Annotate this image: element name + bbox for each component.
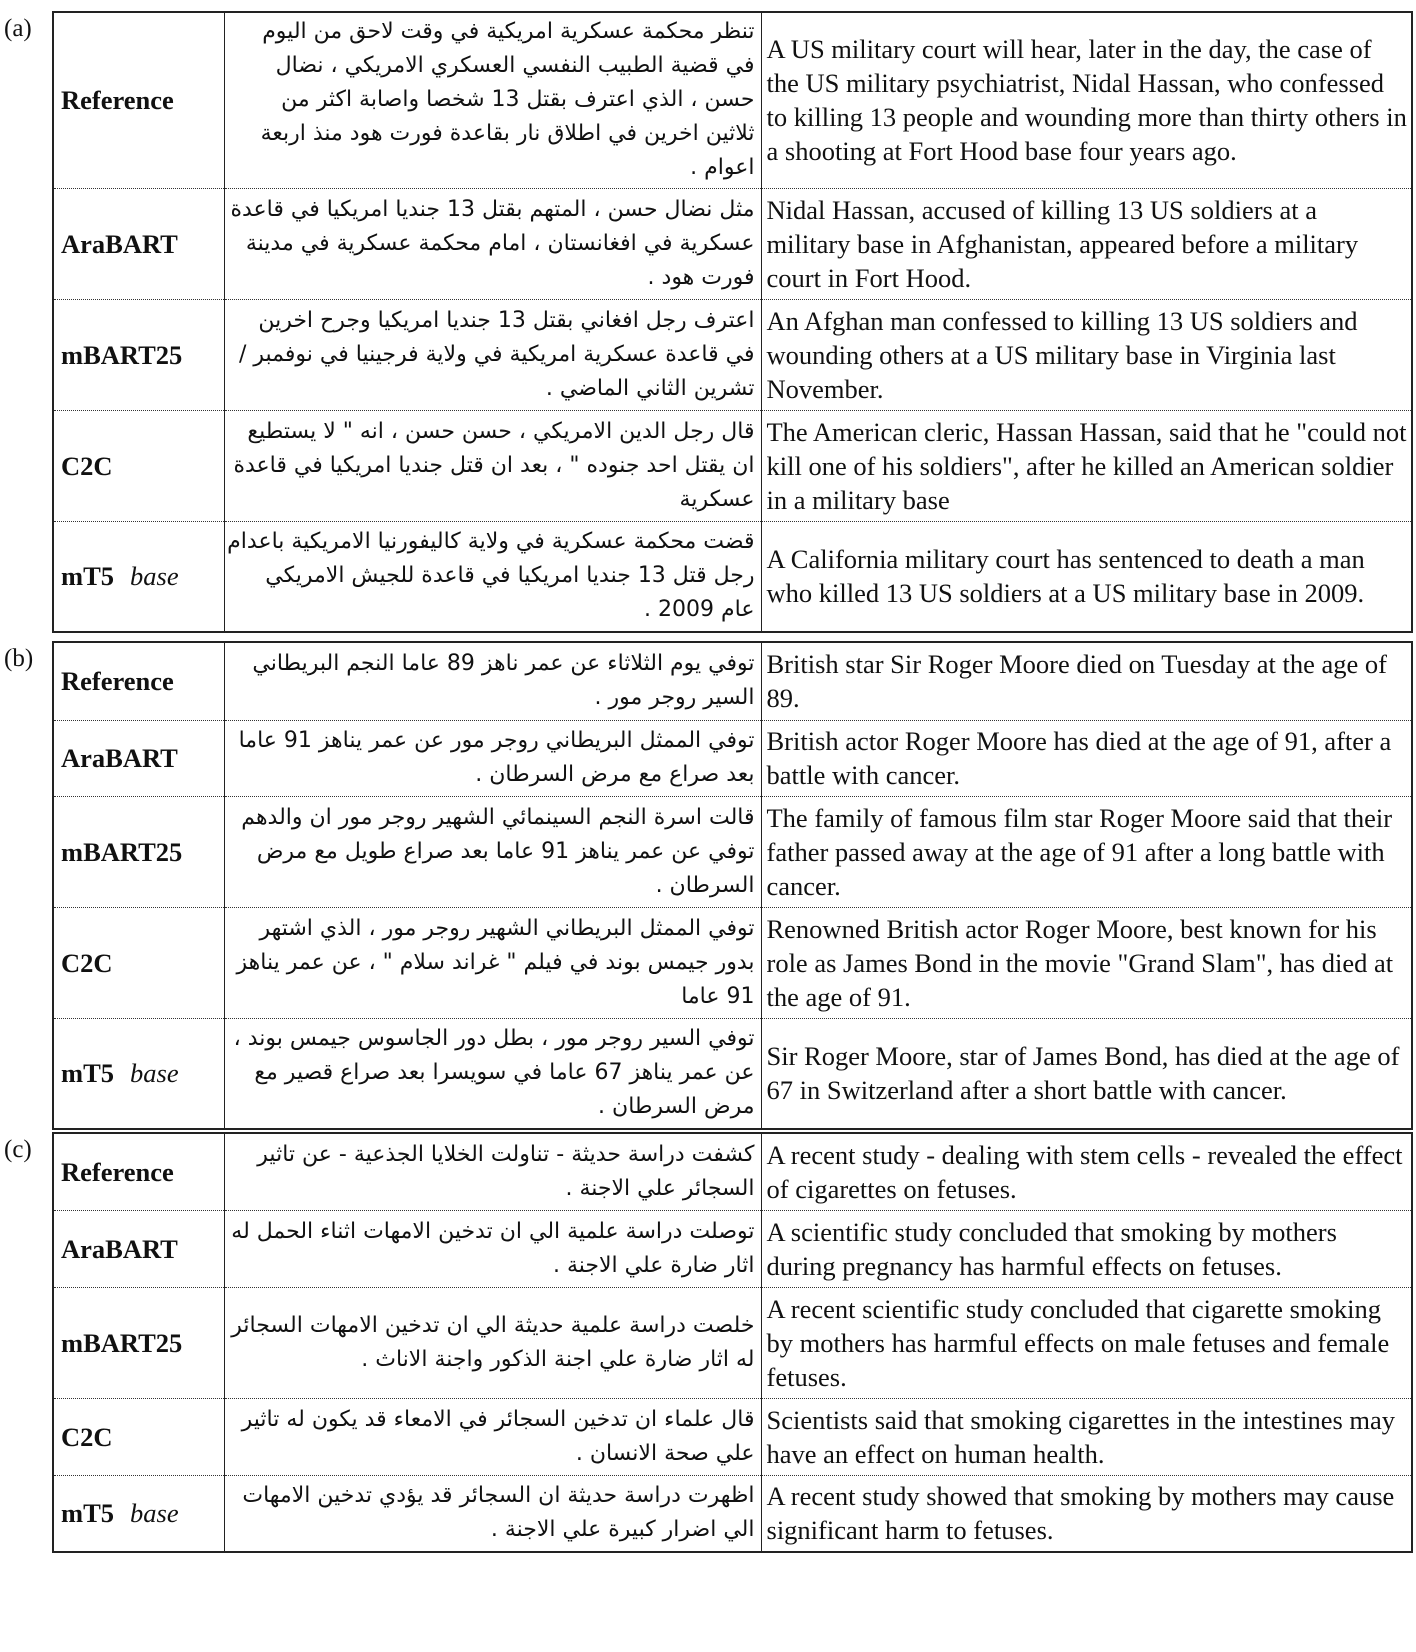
model-name (53, 1018, 224, 1129)
model-label: Reference (61, 666, 174, 697)
model-name (53, 720, 224, 796)
model-label: mT5 (61, 561, 114, 592)
model-label: C2C (61, 1421, 113, 1452)
panel-b (4, 641, 1411, 1130)
english-translation: The American cleric, Hassan Hassan, said that he "could not kill one of his soldiers", after he killed an American soldier in a military base (761, 410, 1412, 521)
model-name (53, 1475, 224, 1552)
model-name (53, 1287, 224, 1398)
model-name (53, 907, 224, 1018)
table-row (53, 521, 1412, 632)
model-label: mBART25 (61, 339, 183, 370)
example-table (52, 11, 1413, 633)
model-label: AraBART (61, 743, 178, 773)
table-row (53, 1398, 1412, 1475)
table-row (53, 1475, 1412, 1552)
arabic-summary: قال رجل الدين الامريكي ، حسن حسن ، انه " لا يستطيع ان يقتل احد جنوده " ، بعد ان قتل جنديا امريكيا في قاعدة عسكرية (224, 410, 761, 521)
arabic-summary: توصلت دراسة علمية الي ان تدخين الامهات اثناء الحمل له اثار ضارة علي الاجنة . (224, 1210, 761, 1287)
arabic-summary: توفي الممثل البريطاني روجر مور عن عمر يناهز 91 عاما بعد صراع مع مرض السرطان . (224, 720, 761, 796)
model-label: Reference (61, 1156, 174, 1187)
table-row (53, 642, 1412, 720)
arabic-summary: توفي السير روجر مور ، بطل دور الجاسوس جيمس بوند ، عن عمر يناهز 67 عاما في سويسرا بعد صراع قصير مع مرض السرطان . (224, 1018, 761, 1129)
table-row (53, 720, 1412, 796)
english-translation: Scientists said that smoking cigarettes in the intestines may have an effect on human health. (761, 1398, 1412, 1475)
model-label: Reference (61, 85, 174, 116)
model-name (53, 1398, 224, 1475)
english-translation: British star Sir Roger Moore died on Tuesday at the age of 89. (766, 649, 1387, 714)
table-row (53, 1210, 1412, 1287)
example-table (52, 1132, 1413, 1553)
model-label: AraBART (61, 228, 178, 259)
arabic-summary: قالت اسرة النجم السينمائي الشهير روجر مور ان والدهم توفي عن عمر يناهز 91 عاما بعد صراع طويل مع مرض السرطان . (224, 796, 761, 907)
english-translation: Nidal Hassan, accused of killing 13 US soldiers at a military base in Afghanistan, appeared before a military court in Fort Hood. (761, 188, 1412, 299)
example-table (52, 641, 1413, 1130)
arabic-summary: كشفت دراسة حديثة - تناولت الخلايا الجذعية - عن تاثير السجائر علي الاجنة . (224, 1133, 761, 1210)
english-translation: A scientific study concluded that smoking by mothers during pregnancy has harmful effects on fetuses. (761, 1210, 1412, 1287)
arabic-summary: خلصت دراسة علمية حديثة الي ان تدخين الامهات السجائر له اثار ضارة علي اجنة الذكور واجنة الاناث . (224, 1287, 761, 1398)
english-translation: Renowned British actor Roger Moore, best known for his role as James Bond in the movie "Grand Slam", has died at the age of 91. (761, 907, 1412, 1018)
model-label: C2C (61, 450, 113, 481)
english-translation: A California military court has sentenced to death a man who killed 13 US soldiers at a US military base in 2009. (761, 521, 1412, 632)
model-name (53, 642, 224, 720)
arabic-summary: تنظر محكمة عسكرية امريكية في وقت لاحق من اليوم في قضية الطبيب النفسي العسكري الامريكي ، نضال حسن ، الذي اعترف بقتل 13 شخصا واصابة اكثر من ثلاثين اخرين في اطلاق نار بقاعدة فورت هود منذ اربعة اعوام . (224, 12, 761, 188)
english-translation: Sir Roger Moore, star of James Bond, has died at the age of 67 in Switzerland after a short battle with cancer. (761, 1018, 1412, 1129)
table-row (53, 796, 1412, 907)
model-variant: base (130, 561, 179, 592)
model-label: C2C (61, 947, 113, 978)
model-variant: base (130, 1498, 179, 1529)
panel-label: (a) (4, 15, 32, 42)
arabic-summary: قضت محكمة عسكرية في ولاية كاليفورنيا الامريكية باعدام رجل قتل 13 جنديا امريكيا في قاعدة للجيش الامريكي عام 2009 . (224, 521, 761, 632)
arabic-summary: مثل نضال حسن ، المتهم بقتل 13 جنديا امريكيا في قاعدة عسكرية في افغانستان ، امام محكمة عسكرية في مدينة فورت هود . (224, 188, 761, 299)
model-variant: base (130, 1058, 179, 1089)
model-name (53, 796, 224, 907)
english-translation: A recent scientific study concluded that cigarette smoking by mothers has harmful effects on male fetuses and female fetuses. (761, 1287, 1412, 1398)
model-label: mT5 (61, 1058, 114, 1089)
model-label: mBART25 (61, 1327, 183, 1358)
table-row (53, 1018, 1412, 1129)
english-translation: A US military court will hear, later in the day, the case of the US military psychiatrist, Nidal Hassan, who confessed to killing 13 people and wounding more than thirty others in a shooting at Fort Hood base four years ago. (766, 34, 1407, 167)
english-translation: A recent study - dealing with stem cells - revealed the effect of cigarettes on fetuses. (766, 1139, 1403, 1204)
panel-label: (c) (4, 1136, 32, 1163)
model-label: AraBART (61, 1233, 178, 1264)
arabic-summary: قال علماء ان تدخين السجائر في الامعاء قد يكون له تاثير علي صحة الانسان . (224, 1398, 761, 1475)
english-translation: An Afghan man confessed to killing 13 US soldiers and wounding others at a US military base in Virginia last November. (761, 299, 1412, 410)
table-row (53, 299, 1412, 410)
arabic-summary: توفي الممثل البريطاني الشهير روجر مور ، الذي اشتهر بدور جيمس بوند في فيلم " غراند سلام " ، عن عمر يناهز 91 عاما (224, 907, 761, 1018)
arabic-summary: اظهرت دراسة حديثة ان السجائر قد يؤدي تدخين الامهات الي اضرار كبيرة علي الاجنة . (224, 1475, 761, 1552)
model-name (53, 1210, 224, 1287)
table-row (53, 410, 1412, 521)
model-name (53, 410, 224, 521)
model-name (53, 521, 224, 632)
table-row (53, 12, 1412, 188)
panel-label: (b) (4, 645, 34, 672)
table-row (53, 1133, 1412, 1210)
model-name (53, 299, 224, 410)
model-label: mT5 (61, 1498, 114, 1529)
english-translation: The family of famous film star Roger Moore said that their father passed away at the age of 91 after a long battle with cancer. (761, 796, 1412, 907)
english-translation: A recent study showed that smoking by mothers may cause significant harm to fetuses. (761, 1475, 1412, 1552)
arabic-summary: اعترف رجل افغاني بقتل 13 جنديا امريكيا وجرح اخرين في قاعدة عسكرية امريكية في ولاية فرجينيا في نوفمبر / تشرين الثاني الماضي . (224, 299, 761, 410)
model-name (53, 188, 224, 299)
model-name (53, 1133, 224, 1210)
model-label: mBART25 (61, 836, 183, 867)
panel-a (4, 11, 1411, 633)
arabic-summary: توفي يوم الثلاثاء عن عمر ناهز 89 عاما النجم البريطاني السير روجر مور . (224, 642, 761, 720)
model-name (53, 12, 224, 188)
panel-c (4, 1132, 1411, 1553)
english-translation: British actor Roger Moore has died at the age of 91, after a battle with cancer. (761, 720, 1412, 796)
table-row (53, 1287, 1412, 1398)
table-row (53, 907, 1412, 1018)
table-row (53, 188, 1412, 299)
